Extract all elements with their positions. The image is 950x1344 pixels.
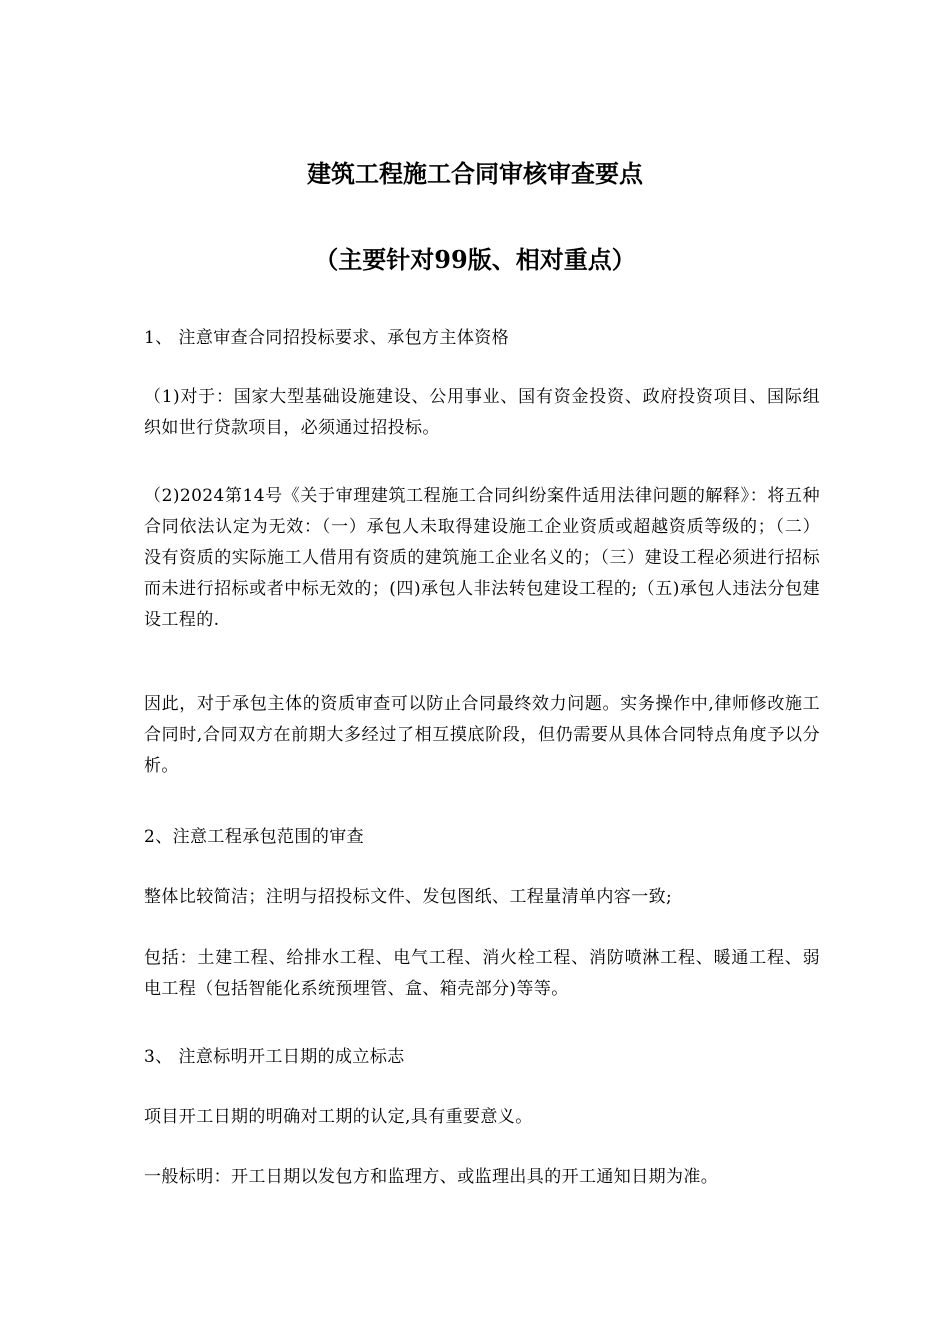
paragraph-1-2: （2)2024第14号《关于审理建筑工程施工合同纠纷案件适用法律问题的解释》：将五种合同依法认定为无效：（一）承包人未取得建设施工企业资质或超越资质等级的；（二）没有资质的实际施工人借用有资质的建筑施工企业名义的；（三）建设工程必须进行招标而未进行招标或者中标无效的；(四)承包人非法转包建设工程的;（五)承包人违法分包建设工程的. bbox=[144, 486, 820, 630]
paragraph-2-1: 整体比较简洁；注明与招投标文件、发包图纸、工程量清单内容一致; bbox=[144, 887, 673, 907]
paragraph-1-1: （1)对于：国家大型基础设施建设、公用事业、国有资金投资、政府投资项目、国际组织如世行贷款项目，必须通过招投标。 bbox=[144, 387, 820, 438]
section-heading-2: 2、注意工程承包范围的审查 bbox=[144, 827, 365, 847]
section-heading-1: 1、 注意审查合同招投标要求、承包方主体资格 bbox=[144, 328, 510, 348]
document-subtitle: （主要针对99版、相对重点） bbox=[314, 245, 636, 274]
paragraph-3-2: 一般标明：开工日期以发包方和监理方、或监理出具的开工通知日期为准。 bbox=[144, 1167, 719, 1187]
paragraph-3-1: 项目开工日期的明确对工期的认定,具有重要意义。 bbox=[144, 1107, 533, 1127]
paragraph-1-3: 因此，对于承包主体的资质审查可以防止合同最终效力问题。实务操作中,律师修改施工合同时,合同双方在前期大多经过了相互摸底阶段，但仍需要从具体合同特点角度予以分析。 bbox=[144, 694, 820, 776]
document-title: 建筑工程施工合同审核审查要点 bbox=[307, 159, 643, 188]
paragraph-2-2: 包括：土建工程、给排水工程、电气工程、消火栓工程、消防喷淋工程、暖通工程、弱电工程（包括智能化系统预埋管、盒、箱壳部分)等等。 bbox=[144, 948, 820, 999]
section-heading-3: 3、 注意标明开工日期的成立标志 bbox=[144, 1047, 405, 1067]
